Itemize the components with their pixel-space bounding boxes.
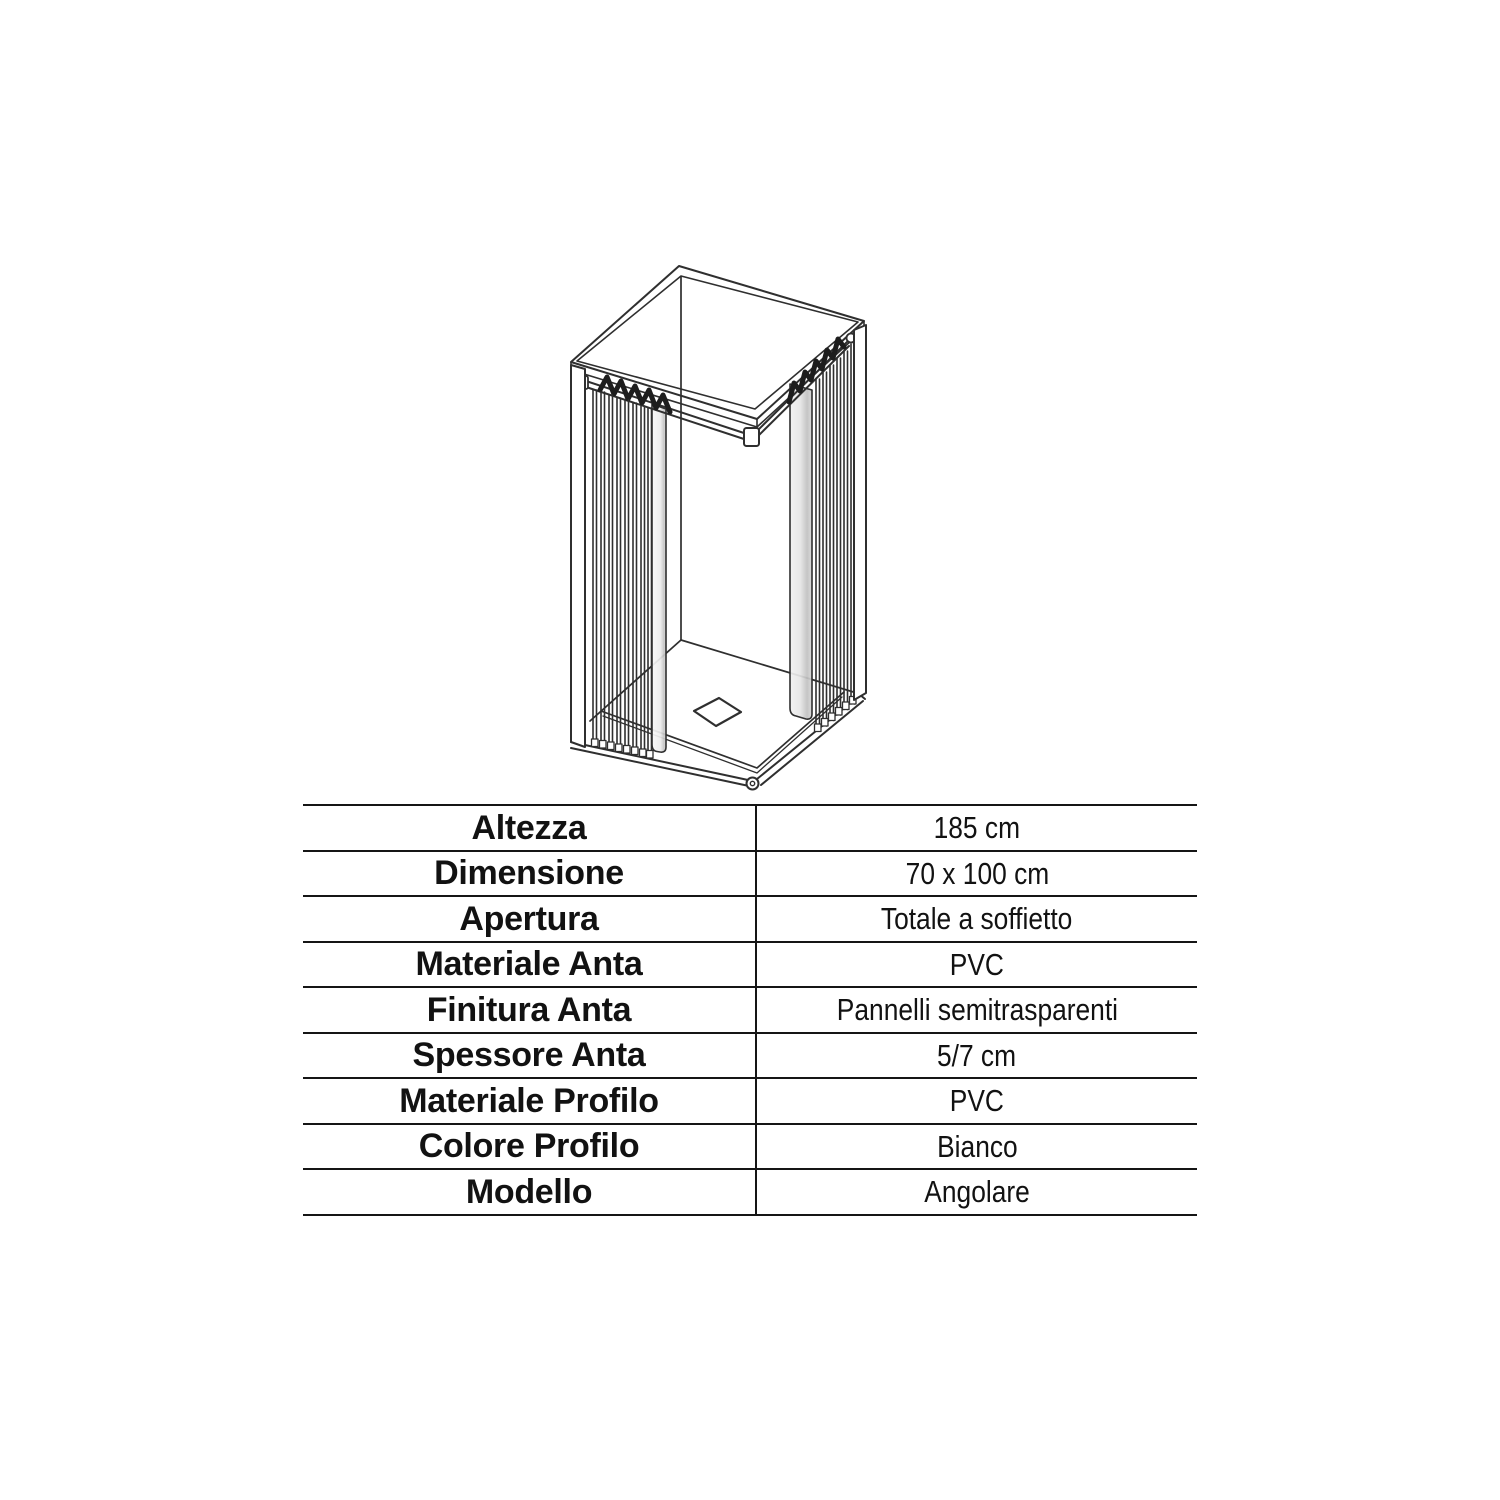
left-pleated-panels (592, 390, 654, 758)
spec-table (303, 804, 1197, 1216)
spec-label: Apertura (303, 897, 757, 941)
spec-label: Spessore Anta (303, 1034, 757, 1078)
table-row (303, 1125, 1197, 1171)
spec-label: Colore Profilo (303, 1125, 757, 1169)
table-row (303, 943, 1197, 989)
table-row (303, 806, 1197, 852)
spec-value: Bianco (936, 1128, 1018, 1164)
spec-value: 5/7 cm (937, 1037, 1017, 1073)
spec-value: Totale a soffietto (881, 901, 1073, 937)
front-corner-cap (744, 428, 759, 446)
left-profile-post (571, 365, 585, 747)
spec-label: Altezza (303, 806, 757, 850)
table-row (303, 988, 1197, 1034)
spec-value: 70 x 100 cm (905, 855, 1049, 891)
rail-end-cap (747, 778, 759, 790)
spec-label: Finitura Anta (303, 988, 757, 1032)
spec-label: Dimensione (303, 852, 757, 896)
right-door-leaf (790, 384, 812, 719)
table-row (303, 897, 1197, 943)
spec-label: Materiale Profilo (303, 1079, 757, 1123)
drain (694, 698, 741, 726)
left-door-leaf (652, 404, 666, 752)
spec-value: Angolare (924, 1174, 1030, 1210)
spec-label: Materiale Anta (303, 943, 757, 987)
table-row (303, 1079, 1197, 1125)
spec-value: Pannelli semitrasparenti (836, 992, 1118, 1028)
right-pleated-panels (815, 344, 857, 732)
spec-label: Modello (303, 1170, 757, 1214)
spec-value: PVC (949, 946, 1005, 982)
table-row (303, 1034, 1197, 1080)
spec-value: 185 cm (933, 810, 1021, 846)
left-folding-door (571, 365, 759, 758)
table-row (303, 1170, 1197, 1216)
right-folding-door (753, 325, 866, 732)
spec-value: PVC (949, 1083, 1005, 1119)
table-row (303, 852, 1197, 898)
right-profile-post (854, 325, 866, 700)
